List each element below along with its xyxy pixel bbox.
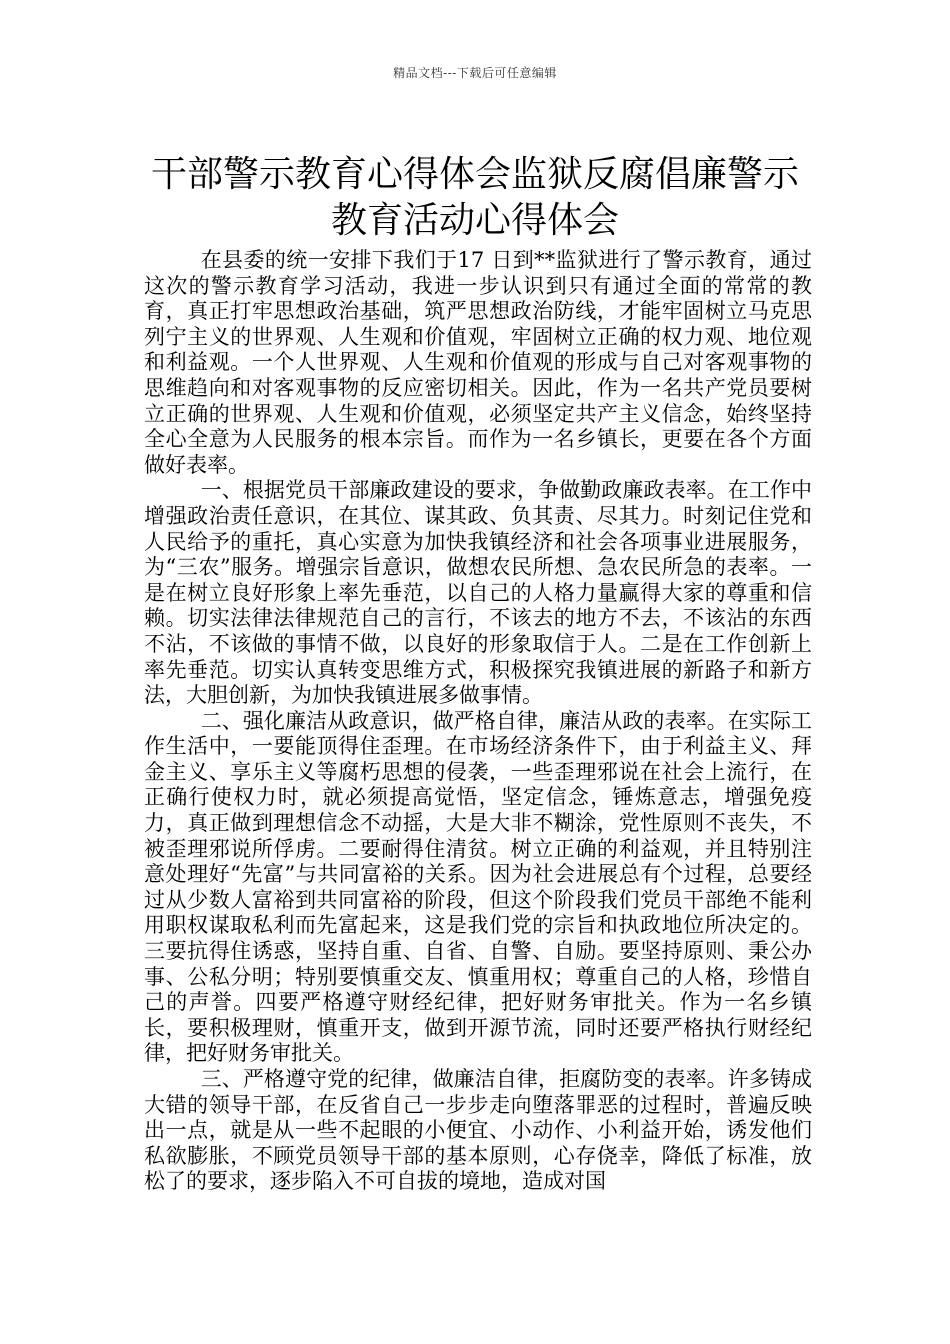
paragraph-section-1: 一、根据党员干部廉政建设的要求，争做勤政廉政表率。在工作中增强政治责任意识，在其位、谋其政、负其责、尽其力。时刻记住党和人民给予的重托，真心实意为加快我镇经济和社会各项事业进展服务，为“三农”服务。增强宗旨意识，做想农民所想、急农民所急的表率。一是在树立良好形象上率先垂范，以自己的人格力量赢得大家的尊重和信赖。切实法律法律规范自己的言行，不该去的地方不去，不该沾的东西不沾，不该做的事情不做，以良好的形象取信于人。二是在工作创新上率先垂范。切实认真转变思维方式，积极探究我镇进展的新路子和新方法，大胆创新，为加快我镇进展多做事情。	[144, 478, 812, 708]
header-note: 精品文档---下载后可任意编辑	[393, 66, 557, 80]
paragraph-section-3: 三、严格遵守党的纪律，做廉洁自律，拒腐防变的表率。许多铸成大错的领导干部，在反省自己一步步走向堕落罪恶的过程时，普遍反映出一点，就是从一些不起眼的小便宜、小动作、小利益开始，诱发他们私欲膨胀，不顾党员领导干部的基本原则，心存侥幸，降低了标准，放松了的要求，逐步陷入不可自拔的境地，造成对国	[144, 1067, 812, 1194]
document-title	[130, 152, 820, 244]
title-line-1: 干部警示教育心得体会监狱反腐倡廉警示	[150, 154, 799, 196]
title-line-2: 教育活动心得体会	[330, 200, 619, 242]
paragraph-intro: 在县委的统一安排下我们于17 日到**监狱进行了警示教育，通过这次的警示教育学习活动，我进一步认识到只有通过全面的常常的教育，真正打牢思想政治基础，筑严思想政治防线，才能牢固树立马克思列宁主义的世界观、人生观和价值观，牢固树立正确的权力观、地位观和利益观。一个人世界观、人生观和价值观的形成与自己对客观事物的思维趋向和对客观事物的反应密切相关。因此，作为一名共产党员要树立正确的世界观、人生观和价值观，必须坚定共产主义信念，始终坚持全心全意为人民服务的根本宗旨。而作为一名乡镇长，更要在各个方面做好表率。	[144, 248, 812, 477]
document-body	[144, 248, 812, 1195]
paragraph-section-2: 二、强化廉洁从政意识，做严格自律，廉洁从政的表率。在实际工作生活中，一要能顶得住歪理。在市场经济条件下，由于利益主义、拜金主义、享乐主义等腐朽思想的侵袭，一些歪理邪说在社会上流行，在正确行使权力时，就必须提高觉悟，坚定信念，锤炼意志，增强免疫力，真正做到理想信念不动摇，大是大非不糊涂，党性原则不丧失，不被歪理邪说所俘虏。二要耐得住清贫。树立正确的利益观，并且特别注意处理好“先富”与共同富裕的关系。因为社会进展总有个过程，总要经过从少数人富裕到共同富裕的阶段，但这个阶段我们党员干部绝不能利用职权谋取私利而先富起来，这是我们党的宗旨和执政地位所决定的。三要抗得住诱惑，坚持自重、自省、自警、自励。要坚持原则、秉公办事、公私分明；特别要慎重交友、慎重用权；尊重自己的人格，珍惜自己的声誉。四要严格遵守财经纪律，把好财务审批关。作为一名乡镇长，要积极理财，慎重开支，做到开源节流，同时还要严格执行财经纪律，把好财务审批关。	[144, 708, 812, 1066]
